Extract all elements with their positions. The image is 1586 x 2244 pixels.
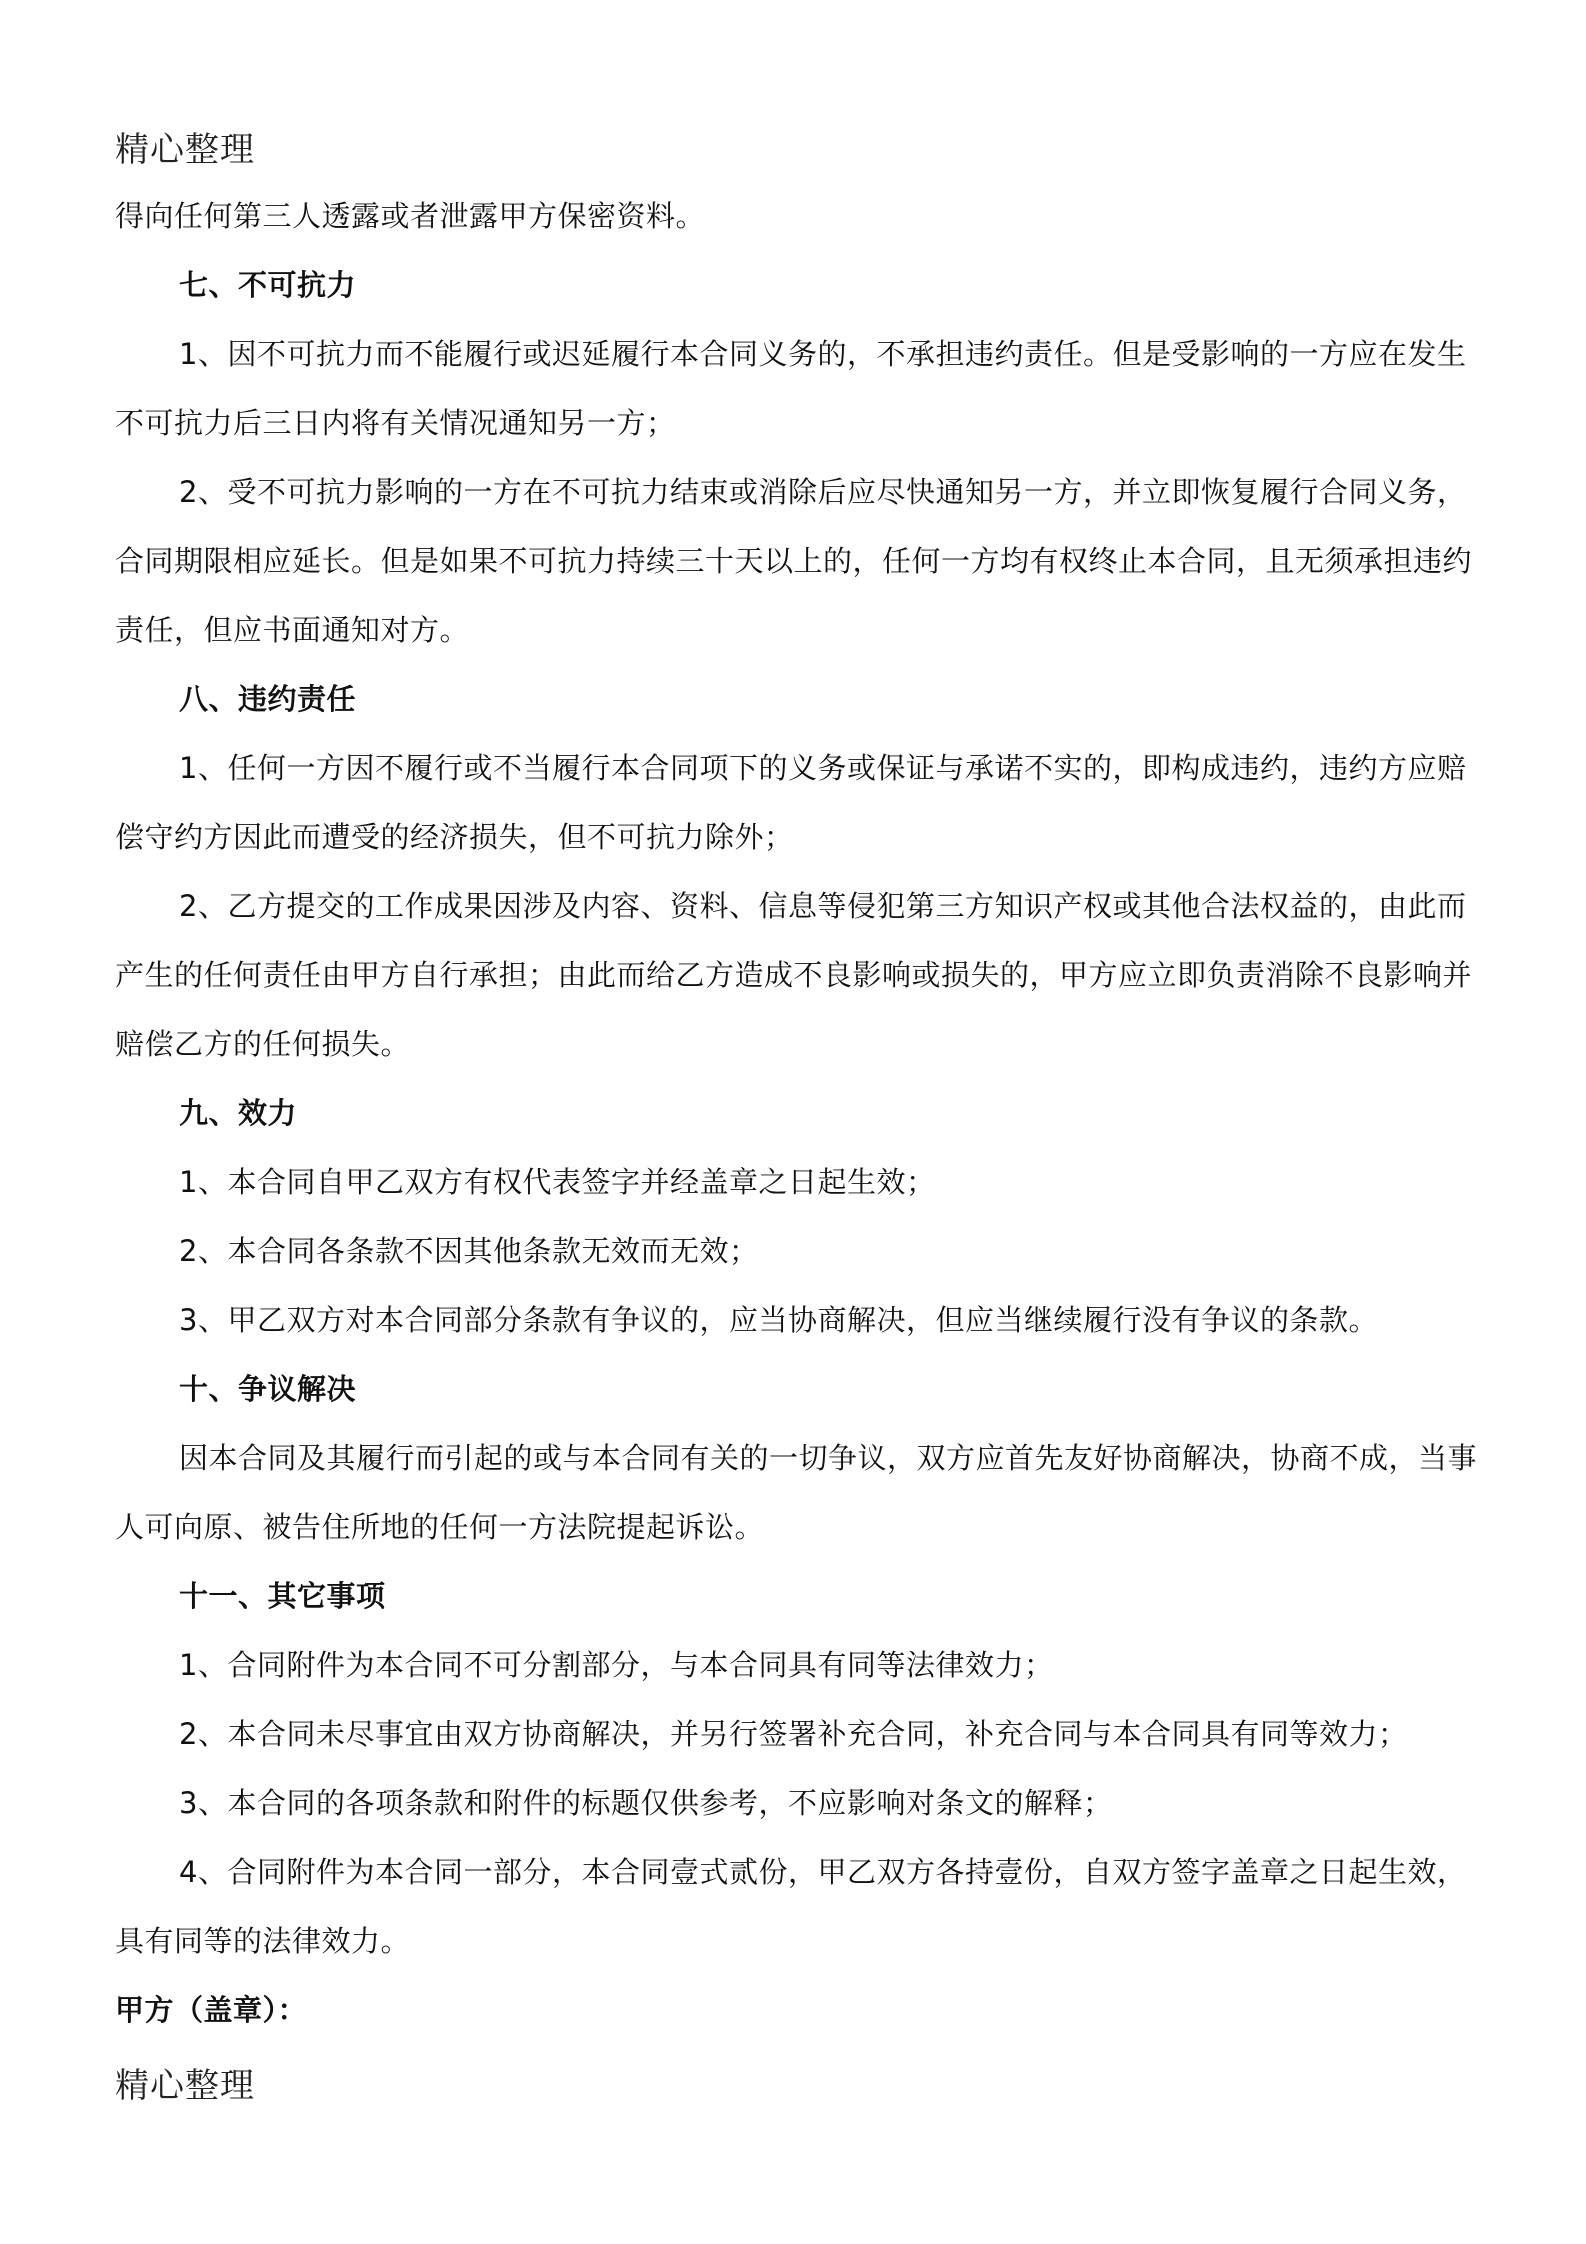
paragraph: 2、本合同各条款不因其他条款无效而无效；	[179, 1234, 759, 1268]
paragraph: 得向任何第三人透露或者泄露甲方保密资料。	[115, 199, 706, 233]
paragraph: 2、乙方提交的工作成果因涉及内容、资料、信息等侵犯第三方知识产权或其他合法权益的，由此而产生的任何责任由甲方自行承担；由此而给乙方造成不良影响或损失的，甲方应立即负责消除不良影响并赔偿乙方的任何损失。	[115, 889, 1473, 1061]
paragraph: 1、因不可抗力而不能履行或迟延履行本合同义务的，不承担违约责任。但是受影响的一方应在发生不可抗力后三日内将有关情况通知另一方；	[115, 337, 1467, 440]
section-heading-disputes: 十、争议解决	[179, 1372, 357, 1406]
header-watermark: 精心整理	[115, 130, 255, 170]
paragraph: 3、甲乙双方对本合同部分条款有争议的，应当协商解决，但应当继续履行没有争议的条款。	[179, 1303, 1378, 1337]
party-a-signature-label: 甲方（盖章）：	[115, 1993, 308, 2027]
footer-watermark: 精心整理	[115, 2066, 255, 2106]
paragraph: 1、本合同自甲乙双方有权代表签字并经盖章之日起生效；	[179, 1165, 936, 1199]
contract-body	[115, 182, 1490, 2045]
section-heading-liability: 八、违约责任	[179, 682, 357, 716]
section-heading-other-matters: 十一、其它事项	[179, 1579, 386, 1613]
paragraph: 1、任何一方因不履行或不当履行本合同项下的义务或保证与承诺不实的，即构成违约，违约方应赔偿守约方因此而遭受的经济损失，但不可抗力除外；	[115, 751, 1467, 854]
section-heading-force-majeure: 七、不可抗力	[179, 268, 357, 302]
paragraph: 2、本合同未尽事宜由双方协商解决，并另行签署补充合同，补充合同与本合同具有同等效力；	[179, 1717, 1408, 1751]
paragraph: 2、受不可抗力影响的一方在不可抗力结束或消除后应尽快通知另一方，并立即恢复履行合同义务，合同期限相应延长。但是如果不可抗力持续三十天以上的，任何一方均有权终止本合同，且无须承担违约责任，但应书面通知对方。	[115, 475, 1473, 647]
paragraph: 1、合同附件为本合同不可分割部分，与本合同具有同等法律效力；	[179, 1648, 1054, 1682]
paragraph: 因本合同及其履行而引起的或与本合同有关的一切争议，双方应首先友好协商解决，协商不成，当事人可向原、被告住所地的任何一方法院提起诉讼。	[115, 1441, 1478, 1544]
paragraph: 3、本合同的各项条款和附件的标题仅供参考，不应影响对条文的解释；	[179, 1786, 1113, 1820]
paragraph: 4、合同附件为本合同一部分，本合同壹式贰份，甲乙双方各持壹份，自双方签字盖章之日起生效，具有同等的法律效力。	[115, 1855, 1467, 1958]
section-heading-effect: 九、效力	[179, 1096, 298, 1130]
